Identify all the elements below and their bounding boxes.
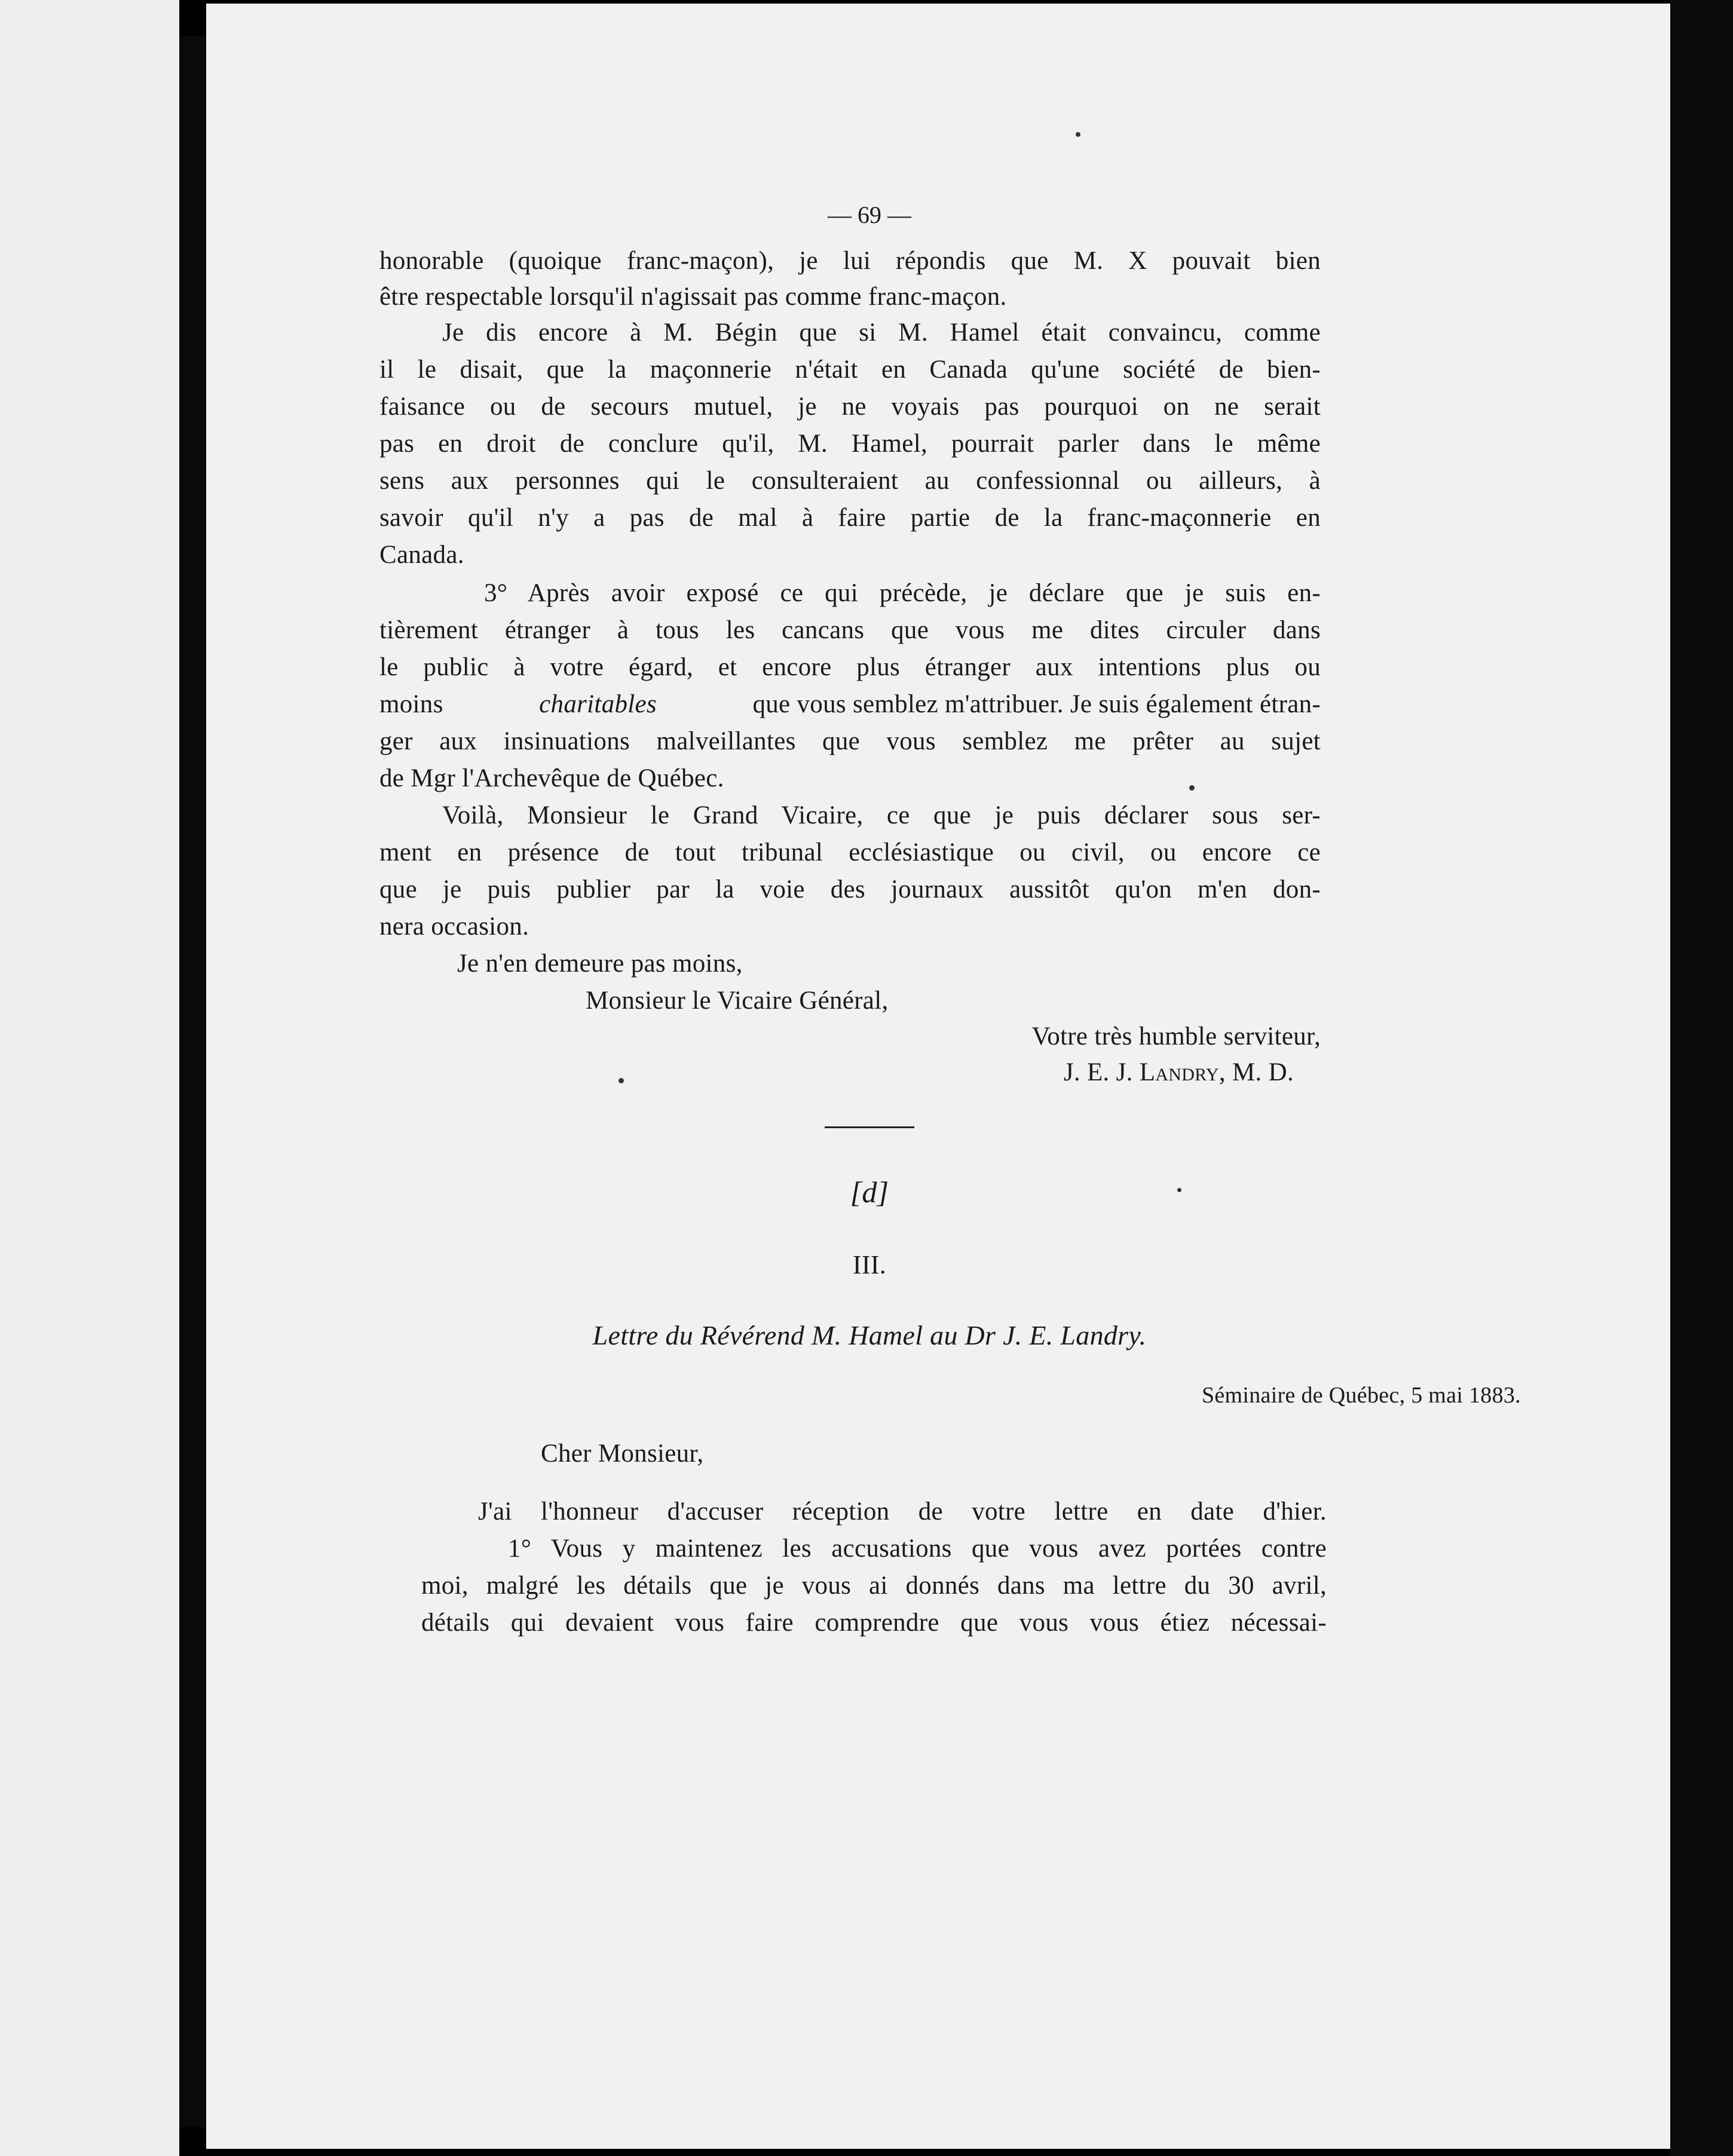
binding-gutter <box>179 36 206 2127</box>
paper-speck <box>1076 132 1080 137</box>
letter-title: Lettre du Révérend M. Hamel au Dr J. E. Landry. <box>592 1320 1147 1350</box>
text-line: détails qui devaient vous faire comprendre que vous vous étiez nécessai- <box>421 1609 1327 1637</box>
text-line: être respectable lorsqu'il n'agissait pas comme franc-maçon. <box>379 283 1007 311</box>
document-page <box>206 4 1670 2149</box>
text-line: Je dis encore à M. Bégin que si M. Hamel était convaincu, comme <box>442 318 1321 347</box>
dateline: Séminaire de Québec, 5 mai 1883. <box>1201 1383 1521 1408</box>
text-segment: moins <box>379 690 443 718</box>
text-line: 1° Vous y maintenez les accusations que vous avez portées contre <box>508 1535 1327 1563</box>
section-mark <box>750 1175 989 1209</box>
text-line <box>379 687 1321 722</box>
text-line: moi, malgré les détails que je vous ai donnés dans ma lettre du 30 avril, <box>421 1572 1327 1600</box>
text-line: de Mgr l'Archevêque de Québec. <box>379 764 724 792</box>
text-line: que je puis publier par la voie des journaux aussitôt qu'on m'en don- <box>379 875 1321 904</box>
paper-speck <box>619 1078 624 1083</box>
salutation: Cher Monsieur, <box>541 1440 704 1468</box>
text-line: 3° Après avoir exposé ce qui précède, je déclare que je suis en- <box>484 579 1321 607</box>
section-mark-text: [d] <box>850 1175 889 1209</box>
section-divider <box>825 1126 914 1128</box>
signature-suffix: , M. D. <box>1218 1058 1294 1086</box>
text-line: le public à votre égard, et encore plus étranger aux intentions plus ou <box>379 653 1321 681</box>
text-segment: que vous semblez m'attribuer. Je suis également étran- <box>752 690 1321 718</box>
text-line: tièrement étranger à tous les cancans que vous me dites circuler dans <box>379 616 1321 644</box>
text-line: il le disait, que la maçonnerie n'était en Canada qu'une société de bien- <box>379 356 1321 384</box>
page-number: — 69 — <box>828 201 911 228</box>
signature-initials: J. E. J. <box>1063 1058 1133 1086</box>
italic-word: charitables <box>539 690 657 718</box>
closing-line: Je n'en demeure pas moins, <box>457 950 743 978</box>
left-page-margin <box>0 0 179 2156</box>
text-line: faisance ou de secours mutuel, je ne voyais pas pourquoi on ne serait <box>379 393 1321 421</box>
text-line: pas en droit de conclure qu'il, M. Hamel, pourrait parler dans le même <box>379 430 1321 458</box>
text-line: Voilà, Monsieur le Grand Vicaire, ce que je puis déclarer sous ser- <box>442 801 1321 829</box>
closing-line: Votre très humble serviteur, <box>1031 1022 1321 1051</box>
text-line: ment en présence de tout tribunal ecclésiastique ou civil, ou encore ce <box>379 838 1321 866</box>
text-line: Canada. <box>379 541 464 569</box>
text-line: sens aux personnes qui le consulteraient au confessionnal ou ailleurs, à <box>379 467 1321 495</box>
text-line: J'ai l'honneur d'accuser réception de votre lettre en date d'hier. <box>478 1497 1327 1526</box>
text-line: ger aux insinuations malveillantes que vous semblez me prêter au sujet <box>379 727 1321 755</box>
text-line: savoir qu'il n'y a pas de mal à faire partie de la franc-maçonnerie en <box>379 504 1321 532</box>
signature <box>864 1055 1294 1090</box>
paper-speck <box>1177 1188 1181 1192</box>
page-edge-shadow <box>1670 0 1733 2156</box>
closing-line: Monsieur le Vicaire Général, <box>586 987 889 1015</box>
section-number: III. <box>852 1250 887 1279</box>
text-line: nera occasion. <box>379 912 529 941</box>
paper-speck <box>1189 785 1195 791</box>
text-line: honorable (quoique franc-maçon), je lui répondis que M. X pouvait bien <box>379 247 1321 275</box>
signature-name: Landry <box>1139 1058 1219 1086</box>
